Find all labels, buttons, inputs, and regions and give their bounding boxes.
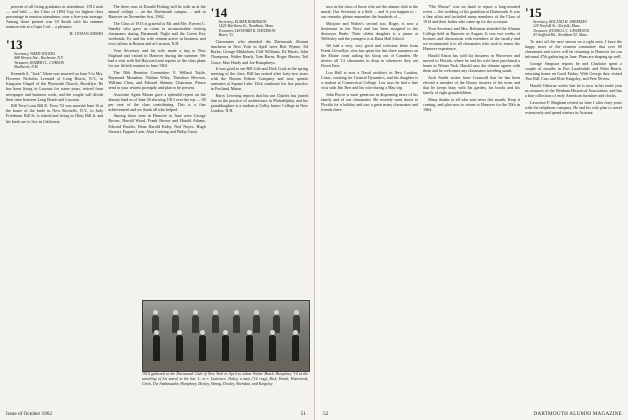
column-text: It was good to see Bill Gile and Dick Cook at the spring meeting of the class. Bill has retired after forty-two years with the Boston Edison Company and now spends summers at Squam Lake. Dick continues his law practice in Portland, Maine. xyxy=(210,66,308,92)
left-column-1 xyxy=(6,4,103,320)
column-text: We had a very, very good and welcome letter from Frank Llewellyn, who has spent the last three summers on the Maine coast sailing his sloop out of Camden. He invites all '14 classmates to drop in whenever they are Down East. xyxy=(321,42,418,69)
class-heading: '15 xyxy=(525,5,542,20)
group-photo-block xyxy=(142,300,308,406)
column-text: Associate Agent Moran gave a splendid report on the alumni fund as of June 30 showing 1913 over the top — 90 per cent of the class contributing. This is a fine achievement and we thank all who helped. xyxy=(108,91,206,112)
photo-caption: 1914 gathered at the Dartmouth Club of New York in April to salute Walter Beach Humphrey '14 at the unveiling of his mural in the bar. L. to r. Lawrence, Daley, a man ('14 ring), Bick, Heath, Huntwood, Crick, The Ambassador, Humphrey, Dickey, Strong, Dooley, Sheridan, and Kingsley. xyxy=(142,372,308,386)
column-text: The 50th Reunion Committee: F. Willard Tuttle, Raymond Monahan, Nathan Wiley, Theodore Hewson, William Clem, and Edward Skinner, Chairman. Please send in your returns promptly and plan to be present. xyxy=(108,69,206,90)
left-column-2 xyxy=(108,4,205,320)
column-text: Lawrence F. Bingham retired on June 1 after forty years with the telephone company. He and his wife plan to travel extensively and spend winters in Arizona. xyxy=(525,99,622,115)
column-text: Marjorie and Walter's second son, Roger, is now a lieutenant in the Navy and has been assigned to the destroyer Beale. Their oldest daughter is a junior at Wellesley and the youngest is at Dana Hall School. xyxy=(321,20,418,42)
column-text: Classmates who attended the Dartmouth Alumni luncheon in New York in April were Bob Wynne, Ed Burke, George Mikkelsen, Cliff Williams, Ed Harris, John Thompson, Walter Beach, Tom Burns, Roger Hawes, Ted Grace, Max Hardy and Joe Humphreys. xyxy=(210,39,308,65)
column-text: The Class of 1913 is grateful to Mr. and Mrs. Everett C. Stanley who gave us room to accommodate visiting classmates during Dartmouth Night and the Green Key weekends. Ev and his wife remain active in business and civic affairs at Boston and at Laconia, N.H. xyxy=(108,20,206,47)
column-text: Lou Hall is now a Naval architect in New London, Conn., working for General Dynamics, and his daughter is a student at Connecticut College. Lou says he had a fine visit with Jim Bert and his wife during a May trip. xyxy=(321,69,418,90)
column-text: Arch Smith writes from Cornwall that he has been elected a member of the library trustees of his town and that he keeps busy with his garden, his books and his family of eight grandchildren. xyxy=(423,74,520,95)
class-signoff: H. LYMAN ARMES xyxy=(69,30,104,36)
column-text: Harry Levering reports that his son Charles has joined him in the practice of architecture in Philadelphia, and his granddaughter is a student at Colby Junior College in New London, N.H. xyxy=(210,93,308,114)
class-heading: '13 xyxy=(6,37,23,53)
class-heading: '14 xyxy=(210,5,228,20)
column-text: Harold Osborne writes that he is now in his tenth year as treasurer of the Wenham Historical Association, and has a fine collection of early American furniture and clocks. xyxy=(525,82,622,99)
right-column-1 xyxy=(321,4,418,320)
left-columns xyxy=(6,4,308,320)
column-text: Your Secretary and his wife made a trip to New England and visited in Hanover during the summer. We had a visit with Sid Hayward and reports of the class plans for our fiftieth reunion in June 1963. xyxy=(108,47,206,69)
left-column-3 xyxy=(211,4,308,320)
class-officers: Secretary, ROLAND H. SHERMAN 120 Norfolk St., Norfolk, Mass. Treasurer, RUSSELL C. LAWRENCE 43 Stafford Rd., Needham 92, Mass. xyxy=(533,20,590,38)
column-text: Kenneth A. "Jack" Aiken was married on June 9 to Mrs. Florence Nicholas Leonard of Long Beach, N.Y., in Kingston Chapel of the Plymouth Church, Brooklyn. He has been living in Laconia for some years, retired from newspaper and business work, and the couple will divide their time between Long Beach and Laconia. xyxy=(6,71,104,102)
column-text: now in the class of those who are the alumni club to the mural. Our Secretary is a little ... and if you happen to ... our remarks, please remember the hundreds of ... xyxy=(321,4,418,20)
right-column-2 xyxy=(423,4,520,320)
group-photo xyxy=(142,300,310,372)
page-number-left: 51 xyxy=(300,411,306,417)
column-text: Bill Terry's son Bill K. Terry '52 was married June 16 at the home of the bride in New Rochelle, N.Y., to Judy Friedman. Bill Sr. is retired and living in Ohio; Bill Jr. and his bride are to live in California. xyxy=(6,103,104,124)
issue-label: Issue of October 1962 xyxy=(6,411,52,417)
column-text: George Simpson reports he and Charlotte spent a couple of months in Fort Lauderdale and Palm Beach, returning home on Good Friday. With George they visited Tim Hill, Cass and Elsie Kingsley, and Pete Nevins. xyxy=(525,61,622,82)
column-text: percent of all living graduates in attendance. 1912 took — and held — the Class of 1894 Cup for highest class percentage in reunion attendance, over a five-year average. Among those present was Ol Smith with his summer reunion-ette at a Cape Cod ... a pleasure. xyxy=(6,4,104,30)
right-page xyxy=(314,0,628,420)
right-column-3 xyxy=(525,4,622,320)
class-officers: Secretary, WARD WICKES 408 Weston Ave., Rochester, N.Y. Treasurer, ROBERT L. CORSON Shelburne, N.H. xyxy=(14,52,64,70)
column-text: Your Secretary and Mrs. Robinson attended the Alumni College held in Hanover in August. It was two weeks of lectures and discussions with members of the faculty and we recommend it to all classmates who wish to renew the Hanover experience. xyxy=(423,25,520,52)
column-text: Harold Eaton has sold his business in Worcester and moved to Florida, where he and his wife have purchased a home in Winter Park. Harold says the climate agrees with them and he welcomes any classmates traveling south. xyxy=(423,52,520,74)
column-text: John Pierce is most generous in dispensing news of his family and of our classmates. He recently went down to Florida for a holiday and saw a great many classmates and friends there. xyxy=(321,91,418,112)
page-number-right: 52 xyxy=(323,411,329,417)
column-text: To start off the new season on a right note, I have the happy news of the reunion committee that over 60 classmates and wives will be returning to Hanover for our informal 47th gathering in June. Plans are shaping up well. xyxy=(525,39,622,60)
column-text: "The Moose" was on hand to report a long-awaited event — the wedding of his grandson at Dartmouth. It was a fine affair and included many members of the Class of 1914 and their ladies who came up for the occasion. xyxy=(423,4,520,25)
class-officers: Secretary, ELMER ROBINSON 1425 Marlboro St., Needham, Mass. Treasurer, LEONARD R. DAVIDSON Barre, Vt. xyxy=(218,20,276,38)
column-text: The three sons of Donald Fishing will be with us at the annual college ... on the Dartmouth campus ... and in Hanover on November first, 1962. xyxy=(108,4,206,20)
column-text: Among those seen in Hanover in June were George Brown, Harold Wood, Frank Brown and Harold Adams; Edward Brooks, Dean Harold Kirby, Ned Noyes, Hugh Stewart, Eugene Lane, Alan Cushing and Philip Carey. xyxy=(108,113,206,134)
right-columns xyxy=(321,4,622,320)
column-text: Many thanks to all who sent news this month. Keep it coming, and plan now to return to Hanover for the 50th in 1964. xyxy=(423,96,520,112)
magazine-label: DARTMOUTH ALUMNI MAGAZINE xyxy=(533,411,622,417)
